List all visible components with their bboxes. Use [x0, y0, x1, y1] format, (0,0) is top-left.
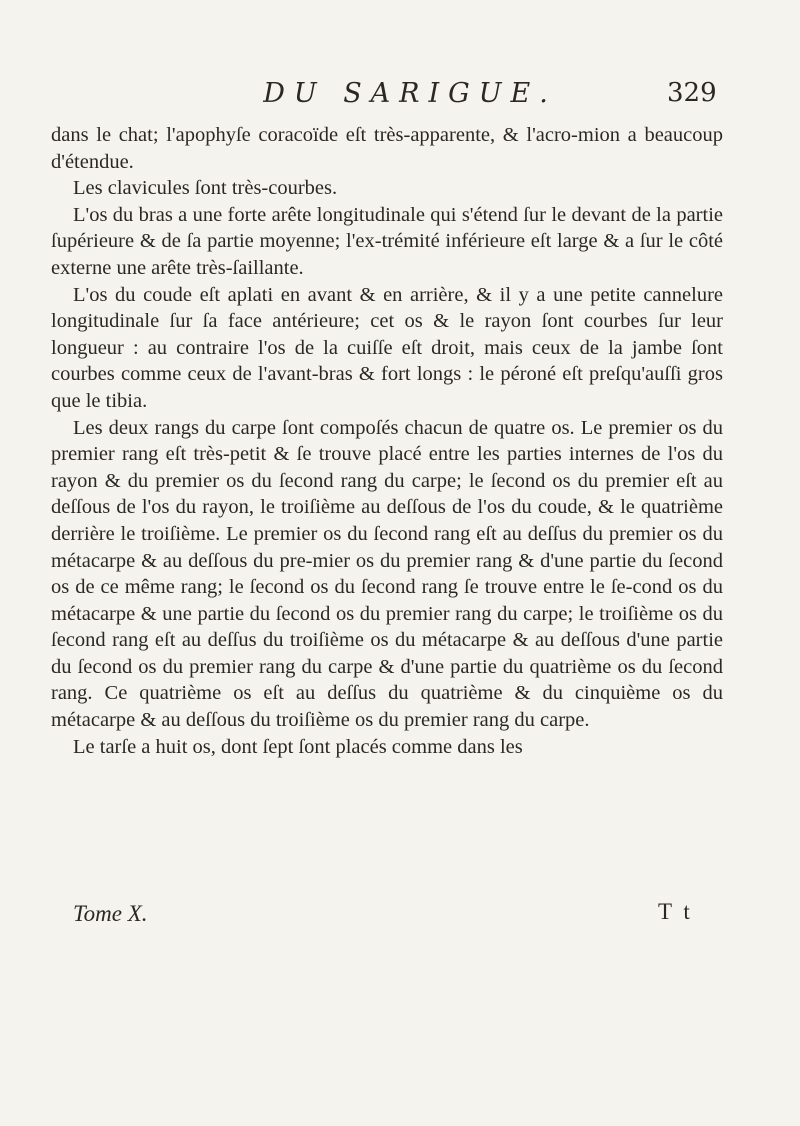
page-number: 329 — [667, 78, 717, 108]
body-text — [51, 122, 723, 760]
paragraph: Le tarſe a huit os, dont ſept ſont placés comme dans les — [73, 735, 523, 758]
paragraph: L'os du coude eſt aplati en avant & en arrière, & il y a une petite cannelure longitudinale ſur ſa face antérieure; cet os & le rayon ſont courbes ſur leur longueur : au contraire l'os de la cuiſſe eſt droit, mais ceux de la jambe ſont courbes comme ceux de l'avant-bras & fort longs : le péroné eſt preſqu'auſſi gros que le tibia. — [51, 283, 723, 412]
paragraph: L'os du bras a une forte arête longitudinale qui s'étend ſur le devant de la partie ſupérieure & de ſa partie moyenne; l'ex-trémité inférieure eſt large & a ſur le côté externe une arête très-ſaillante. — [51, 203, 723, 279]
paragraph: dans le chat; l'apophyſe coracoïde eſt très-apparente, & l'acro-mion a beaucoup d'étendue. — [51, 124, 723, 173]
catchword: T t — [658, 899, 693, 924]
paragraph: Les deux rangs du carpe ſont compoſés chacun de quatre os. Le premier os du premier rang eſt très-petit & ſe trouve placé entre les parties internes de l'os du rayon & du premier os du ſecond rang du carpe; le ſecond os du premier eſt au deſſous de l'os du rayon, le troiſième au deſſous de l'os du coude, & le quatrième derrière le troiſième. Le premier os du ſecond rang eſt au deſſus du premier os du métacarpe & au deſſous du pre-mier os du premier rang & d'une partie du ſecond os de ce même rang; le ſecond os du ſecond rang ſe trouve entre le ſe-cond os du métacarpe & une partie du ſecond os du premier rang du carpe; le troiſième os du ſecond rang eſt au deſſus du troiſième os du métacarpe & au deſſous d'une partie du ſecond os du premier rang du carpe & d'une partie du quatrième os du ſecond rang. Ce quatrième os eſt au deſſus du quatrième & du cinquième os du métacarpe & au deſſous du troiſième os du premier rang du carpe. — [51, 416, 723, 732]
signature-mark: Tome X. — [73, 901, 148, 926]
running-title: DU SARIGUE. — [263, 78, 557, 109]
paragraph: Les clavicules ſont très-courbes. — [73, 177, 338, 200]
